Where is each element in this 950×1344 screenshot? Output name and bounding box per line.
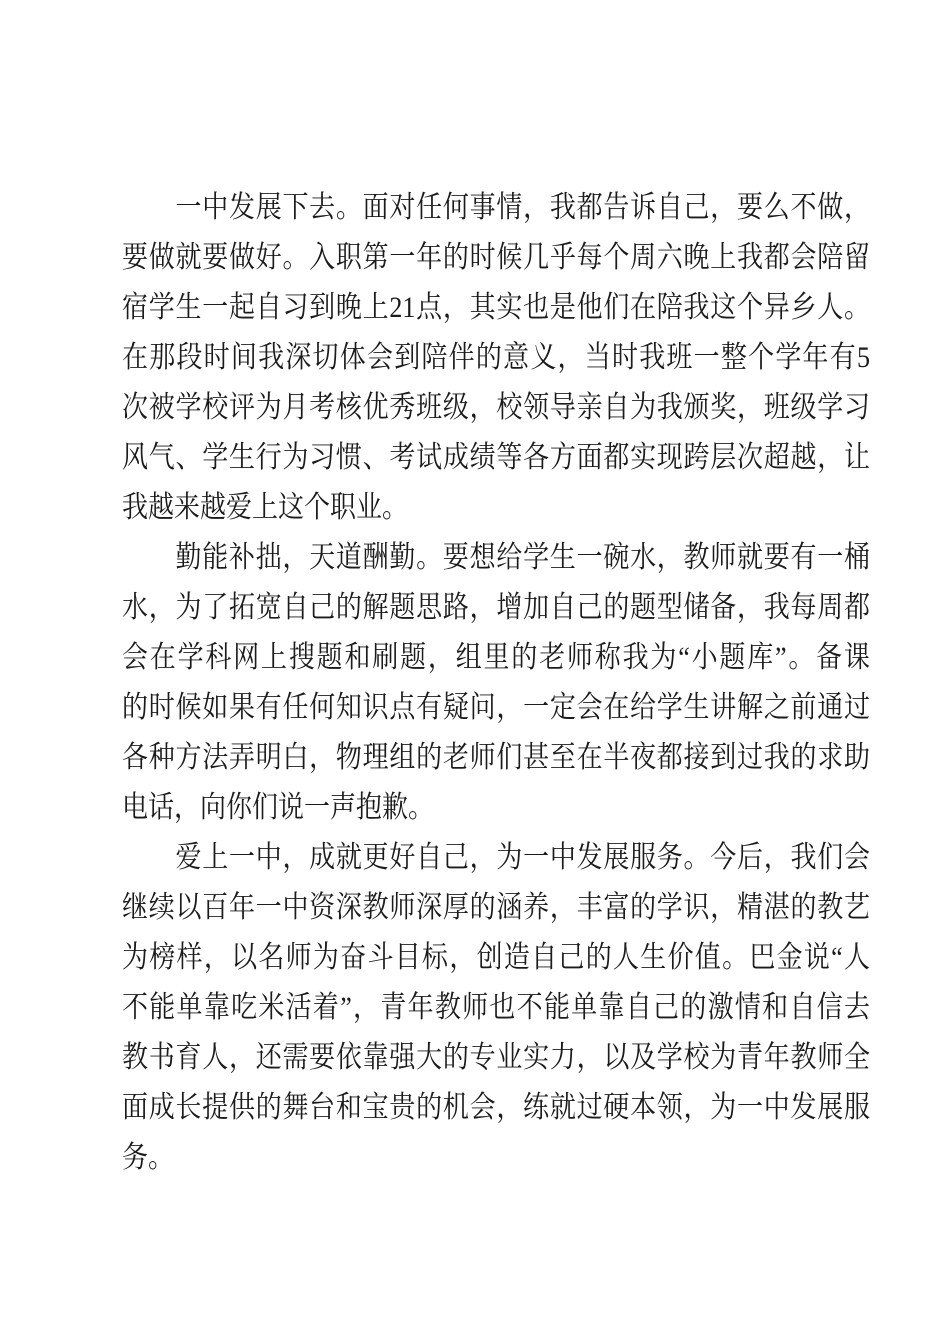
- text-line: 一中发展下去。面对任何事情，我都告诉自己，要么不做，: [122, 190, 870, 225]
- text-line: 水，为了拓宽自己的解题思路，增加自己的题型储备，我每周都: [122, 590, 870, 625]
- text-line: 我越来越爱上这个职业。: [122, 490, 409, 525]
- text-line: 继续以百年一中资深教师深厚的涵养，丰富的学识，精湛的教艺: [122, 890, 870, 925]
- text-line: 不能单靠吃米活着”，青年教师也不能单靠自己的激情和自信去: [122, 990, 870, 1025]
- text-line: 要做就要做好。入职第一年的时候几乎每个周六晚上我都会陪留: [122, 240, 870, 275]
- text-line: 勤能补拙，天道酬勤。要想给学生一碗水，教师就要有一桶: [122, 540, 870, 575]
- text-line: 会在学科网上搜题和刷题，组里的老师称我为“小题库”。备课: [122, 640, 870, 675]
- text-line: 各种方法弄明白，物理组的老师们甚至在半夜都接到过我的求助: [122, 740, 870, 775]
- text-line: 教书育人，还需要依靠强大的专业实力，以及学校为青年教师全: [122, 1040, 870, 1075]
- text-line: 电话，向你们说一声抱歉。: [122, 790, 435, 825]
- paragraph: [122, 833, 870, 1183]
- paragraph: [122, 533, 870, 833]
- text-line: 面成长提供的舞台和宝贵的机会，练就过硬本领，为一中发展服: [122, 1090, 870, 1125]
- document-text-flow: [122, 183, 870, 1183]
- text-line: 风气、学生行为习惯、考试成绩等各方面都实现跨层次超越，让: [122, 440, 870, 475]
- text-line: 务。: [122, 1140, 175, 1175]
- text-line: 宿学生一起自习到晚上21点，其实也是他们在陪我这个异乡人。: [122, 290, 870, 325]
- text-line: 的时候如果有任何知识点有疑问，一定会在给学生讲解之前通过: [122, 690, 870, 725]
- text-line: 在那段时间我深切体会到陪伴的意义，当时我班一整个学年有5: [122, 340, 870, 375]
- text-line: 次被学校评为月考核优秀班级，校领导亲自为我颁奖，班级学习: [122, 390, 870, 425]
- paragraph: [122, 183, 870, 533]
- text-line: 爱上一中，成就更好自己，为一中发展服务。今后，我们会: [122, 840, 870, 875]
- text-line: 为榜样，以名师为奋斗目标，创造自己的人生价值。巴金说“人: [122, 940, 870, 975]
